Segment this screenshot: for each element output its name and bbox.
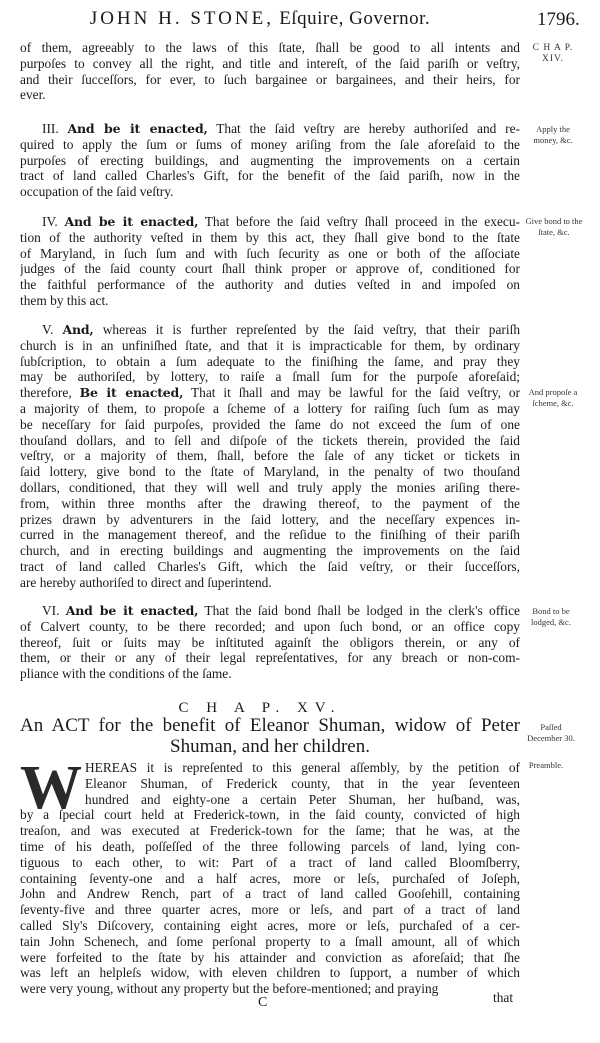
- section-v: [20, 322, 520, 591]
- section-number: IV.: [42, 214, 65, 229]
- blackletter-phrase: And be it enacted,: [67, 121, 208, 136]
- text-line: [20, 230, 520, 246]
- margin-note-preamble: Preamble.: [528, 760, 564, 770]
- text-line: [20, 153, 520, 169]
- line-text: thereof, ſuit or ſuits may be inſtituted againſt the obligors therein, or any of: [20, 634, 520, 650]
- line-text: of them, agreeably to the laws of this ſtate, ſhall be good to all intents and: [20, 40, 520, 55]
- text-line: [20, 214, 520, 230]
- margin-note-propose: And propoſe a ſcheme, &c.: [528, 387, 578, 408]
- line-text: curred in the management thereof, and the reſidue to the finiſhing of their pariſh: [20, 527, 520, 543]
- margin-note-apply: Apply the money, &c.: [533, 124, 573, 145]
- line-text: by a ſpecial court held at Frederick-town, in the ſaid county, convicted of high: [20, 807, 520, 823]
- text-line: [20, 603, 520, 619]
- blackletter-phrase: Be it enacted,: [79, 385, 184, 401]
- text-line: [20, 934, 520, 950]
- text-line: [20, 464, 520, 480]
- header-year: 1796.: [537, 9, 580, 30]
- text-line: [20, 855, 520, 871]
- catchword: that: [493, 990, 514, 1005]
- margin-note-give-bond: Give bond to the ſtate, &c.: [525, 216, 583, 237]
- text-line: [20, 448, 520, 464]
- text-line: [20, 543, 520, 559]
- line-text: tract of land called Charles's Gift, which the ſaid veſtry, or their ſucceſſors,: [20, 558, 520, 574]
- text-line: [20, 401, 520, 417]
- text-line: [20, 184, 520, 200]
- text-line: [20, 385, 520, 401]
- line-text: That the ſaid bond ſhall be lodged in the clerk's office: [198, 603, 520, 618]
- text-line: [20, 72, 520, 88]
- text-line: [20, 871, 520, 887]
- line-text: dollars, conditioned, that they will well and truly apply the monies ariſing there-: [20, 479, 520, 495]
- line-text: HEREAS it is repreſented to this general aſſembly, by the petition of: [85, 760, 520, 775]
- text-line: [20, 886, 520, 902]
- line-text: That the ſaid veſtry are hereby authoriſed and re-: [207, 121, 520, 136]
- text-line: [20, 839, 520, 855]
- line-text: church is in an unfiniſhed ſtate, and that it is impracticable for them, by ordinary: [20, 337, 520, 353]
- line-text: quired to apply the ſum or ſums of money ariſing from the ſale aforeſaid to the: [20, 136, 520, 152]
- section-number: III.: [42, 121, 68, 136]
- line-text: judges of the ſaid county court ſhall think proper or approve of, conditioned for: [20, 261, 520, 277]
- text-line: [20, 261, 520, 277]
- text-line: [20, 807, 520, 823]
- line-text: purpoſes of erecting buildings, and augmenting the improvements on a certain: [20, 152, 520, 168]
- text-line: [20, 417, 520, 433]
- text-line: [20, 87, 520, 103]
- header-title-rest: Eſquire, Governor.: [279, 8, 431, 29]
- line-text: containing ſeventy-one and a half acres, more or leſs, purchaſed of Joſeph,: [20, 870, 520, 886]
- line-text: treaſon, and was executed at Frederick-town for the ſame; that he was, at the: [20, 823, 520, 839]
- text-line: [20, 981, 520, 997]
- text-line: [20, 480, 520, 496]
- text-line: [20, 666, 520, 682]
- line-text: from, within three months after the drawing thereof, to the payment of the: [20, 495, 520, 511]
- act-title-line-1: An ACT for the benefit of Eleanor Shuman, widow of Peter: [20, 715, 520, 736]
- line-text: them by this act.: [20, 292, 109, 308]
- line-text: time of his death, poſſeſſed of the three following parcels of land, lying con-: [20, 838, 520, 854]
- line-text: prizes drawn by adventurers in the ſaid lottery, and the neceſſary expences in-: [20, 511, 520, 527]
- line-text: ſeventy-five and three quarter acres, more or leſs, and part of a tract of land: [20, 902, 520, 918]
- text-line: [20, 56, 520, 72]
- act-title-line-2: Shuman, and her children.: [170, 736, 370, 757]
- text-line: [20, 559, 520, 575]
- text-line: [20, 293, 520, 309]
- line-text: ſubſcription, to obtain a ſum adequate to the finiſhing the ſame, and pray they: [20, 353, 520, 369]
- text-line: [20, 433, 520, 449]
- text-line: [20, 168, 520, 184]
- line-text: are hereby authoriſed to direct and ſuperintend.: [20, 574, 272, 590]
- line-text: thouſand dollars, and to ſell and diſpoſe of the tickets therein, provided the ſaid: [20, 432, 520, 448]
- line-text: called Sly's Diſcovery, containing eight acres, more or leſs, purchaſed of a cer-: [20, 917, 520, 933]
- drop-cap: W: [20, 754, 82, 822]
- running-header: [0, 8, 520, 30]
- line-text: ſaid lottery, give bond to the ſtate of Maryland, in the penalty of two thouſand: [20, 464, 520, 480]
- text-line: [20, 137, 520, 153]
- header-name: JOHN H. STONE,: [89, 8, 274, 29]
- text-line: [20, 121, 520, 137]
- section-number: V.: [42, 322, 63, 337]
- margin-note-bond-lodged: Bond to be lodged, &c.: [531, 606, 571, 627]
- line-text: the faithful performance of the authority and duties veſted in and impoſed on: [20, 277, 520, 293]
- text-line: [20, 950, 520, 966]
- text-line: [20, 277, 520, 293]
- line-text: tract of land called Charles's Gift, for the benefit of the ſaid pariſh, now in the: [20, 168, 520, 184]
- line-text: hundred and eighty-one a certain Peter Shuman, her huſband, was,: [85, 791, 520, 807]
- line-text: pliance with the conditions of the ſame.: [20, 666, 232, 682]
- text-line: [20, 776, 520, 792]
- text-line: [20, 965, 520, 981]
- line-text: purpoſes to convey all the right, and title and intereſt, of the ſaid pariſh or veſtry,: [20, 55, 520, 71]
- line-text: tain John Schenech, and ſome perſonal property to a ſmall amount, all of which: [20, 933, 520, 949]
- line-text: church, and in erecting buildings and augmenting the improvements on the ſaid: [20, 543, 520, 559]
- line-text: Eleanor Shuman, of Frederick county, that in the year ſeventeen: [85, 775, 520, 791]
- line-text: ever.: [20, 87, 46, 103]
- blackletter-phrase: And be it enacted,: [65, 603, 199, 618]
- margin-note-chap-xiv: C H A P. XIV.: [532, 43, 574, 64]
- line-text: That before the ſaid veſtry ſhall proceed in the execu-: [198, 214, 520, 229]
- line-text: be neceſſary for ſaid purpoſes, provided the ſame do not exceed the ſum of one: [20, 416, 520, 432]
- blackletter-phrase: And,: [62, 322, 94, 337]
- line-text: of Maryland, in ſuch ſum and with ſuch ſecurity as one or both of the aſſociate: [20, 245, 520, 261]
- text-line: [20, 512, 520, 528]
- margin-note-passed: Paſſed December 30.: [527, 722, 575, 743]
- text-line: [20, 354, 520, 370]
- line-text: them, or their or any of their legal repreſentatives, for any breach or non-com-: [20, 650, 520, 666]
- line-text: tiguous to each other, to wit: Part of a tract of land called Bloomſberry,: [20, 854, 520, 870]
- line-text: of Calvert county, to be there recorded; and upon ſuch bond, or an office copy: [20, 618, 520, 634]
- line-text: may be authoriſed, by lottery, to raiſe a ſmall ſum for the purpoſe aforeſaid;: [20, 369, 520, 385]
- paragraph-continuation: [20, 40, 520, 103]
- line-text: veſtry, or a majority of them, ſhall, before the ſale of any ticket or tickets in: [20, 448, 520, 464]
- text-line: [20, 527, 520, 543]
- signature-mark: C: [258, 995, 268, 1010]
- line-text: whereas it is further repreſented by the ſaid veſtry, that their pariſh: [93, 322, 520, 337]
- text-line: [20, 760, 520, 776]
- section-number: VI.: [42, 603, 66, 618]
- section-iv: [20, 214, 520, 309]
- line-text: and their ſucceſſors, for ever, to ſuch bargainee or bargainees, and their heirs, for: [20, 71, 520, 87]
- chapter-heading: C H A P. XV.: [178, 700, 342, 716]
- text-line: [20, 322, 520, 338]
- line-text: tion of the authority veſted in them by this act, they ſhall give bond to the ſtate: [20, 229, 520, 245]
- text-line: [20, 369, 520, 385]
- line-text: were very young, without any property but the before-mentioned; and praying: [20, 981, 439, 997]
- line-text: That it ſhall and may be lawful for the ſaid veſtry, or: [183, 385, 520, 401]
- text-line: [20, 792, 520, 808]
- text-line: [20, 635, 520, 651]
- text-line: [20, 823, 520, 839]
- preamble-paragraph: [20, 754, 520, 997]
- text-line: [20, 40, 520, 56]
- section-number: therefore,: [20, 385, 80, 401]
- line-text: were forfeited to the ſtate by his attainder and conviction as aforeſaid; that ſhe: [20, 949, 520, 965]
- blackletter-phrase: And be it enacted,: [64, 214, 199, 229]
- text-line: [20, 918, 520, 934]
- line-text: a majority of them, to propoſe a ſcheme of a lottery for raiſing ſuch ſum as may: [20, 400, 520, 416]
- section-iii: [20, 121, 520, 200]
- text-line: [20, 246, 520, 262]
- text-line: [20, 902, 520, 918]
- text-line: [20, 496, 520, 512]
- line-text: was left an helpleſs widow, with eleven children to ſupport, a number of which: [20, 965, 520, 981]
- section-vi: [20, 603, 520, 682]
- text-line: [20, 650, 520, 666]
- text-line: [20, 338, 520, 354]
- line-text: occupation of the ſaid veſtry.: [20, 184, 174, 200]
- line-text: John and Andrew Rench, part of a tract of land called Gooſehill, containing: [20, 886, 520, 902]
- text-line: [20, 619, 520, 635]
- text-line: [20, 575, 520, 591]
